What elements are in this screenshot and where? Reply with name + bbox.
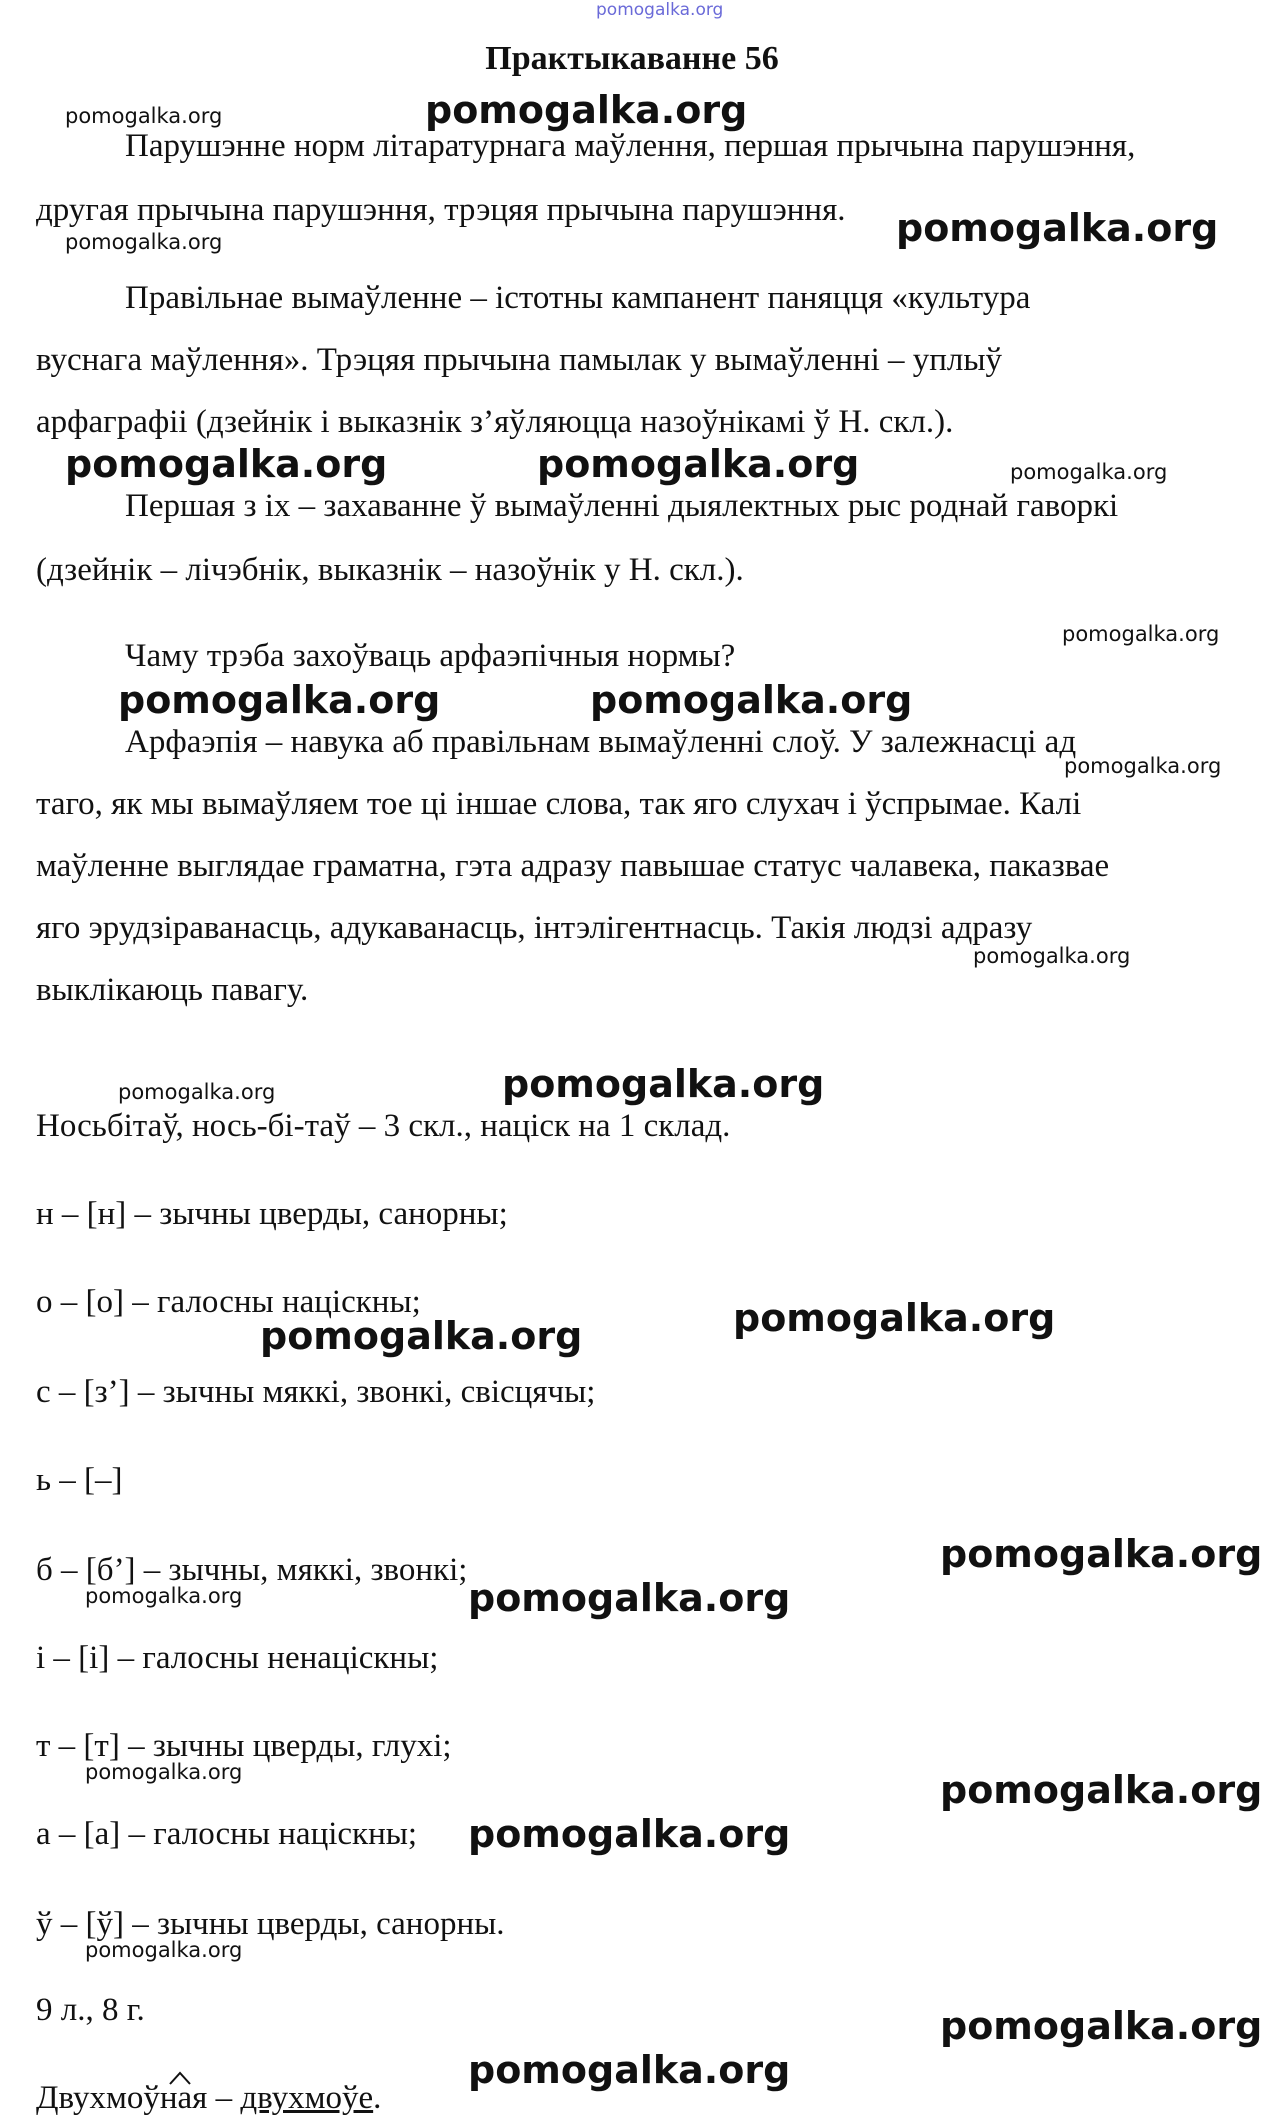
watermark: pomogalka.org	[733, 1296, 1056, 1340]
letter-line: а – [а] – галосны націскны;	[36, 1816, 418, 1852]
watermark: pomogalka.org	[468, 1812, 791, 1856]
watermark: pomogalka.org	[973, 944, 1131, 968]
watermark: pomogalka.org	[260, 1314, 583, 1358]
letter-line: б – [б’] – зычны, мяккі, звонкі;	[36, 1552, 468, 1588]
letter-line: с – [з’] – зычны мяккі, звонкі, свісцячы;	[36, 1374, 596, 1410]
question-line: Чаму трэба захоўваць арфаэпічныя нормы?	[125, 638, 736, 674]
text-line: (дзейнік – лічэбнік, выказнік – назоўнік у Н. скл.).	[36, 552, 744, 588]
watermark: pomogalka.org	[85, 1760, 243, 1784]
watermark: pomogalka.org	[85, 1938, 243, 1962]
watermark: pomogalka.org	[1064, 754, 1222, 778]
letter-line: о – [о] – галосны націскны;	[36, 1284, 421, 1320]
letter-line: т – [т] – зычны цверды, глухі;	[36, 1728, 452, 1764]
page-title: Практыкаванне 56	[485, 40, 779, 77]
text-line: вуснага маўлення». Трэцяя прычына памылак у вымаўленні – уплыў	[36, 342, 1003, 378]
text-line: Першая з іх – захаванне ў вымаўленні дыялектных рыс роднай гаворкі	[125, 488, 1119, 524]
watermark: pomogalka.org	[1010, 460, 1168, 484]
letter-line: ў – [ў] – зычны цверды, санорны.	[36, 1906, 505, 1942]
text-line: арфаграфіі (дзейнік і выказнік з’яўляюцца назоўнікамі ў Н. скл.).	[36, 404, 954, 440]
watermark: pomogalka.org	[468, 2048, 791, 2092]
watermark: pomogalka.org	[65, 442, 388, 486]
source-watermark: pomogalka.org	[596, 0, 724, 20]
text-line: Арфаэпія – навука аб правільнам вымаўленні слоў. У залежнасці ад	[125, 724, 1077, 760]
letter-line: н – [н] – зычны цверды, санорны;	[36, 1196, 508, 1232]
letter-count-line: 9 л., 8 г.	[36, 1992, 145, 2028]
watermark: pomogalka.org	[65, 230, 223, 254]
compound-word-line	[36, 2078, 381, 2118]
text-line: Парушэнне норм літаратурнага маўлення, першая прычына парушэння,	[125, 128, 1136, 164]
text-line: маўленне выглядае граматна, гэта адразу павышае статус чалавека, паказвае	[36, 848, 1110, 884]
text-line: выклікаюць павагу.	[36, 972, 309, 1008]
stem-arc-mark	[168, 2070, 192, 2086]
underlined-stem: двухмоў	[240, 2080, 359, 2116]
text-line: другая прычына парушэння, трэцяя прычына парушэння.	[36, 192, 846, 228]
letter-line: ь – [–]	[36, 1462, 123, 1498]
watermark: pomogalka.org	[940, 2004, 1263, 2048]
watermark: pomogalka.org	[425, 88, 748, 132]
watermark: pomogalka.org	[85, 1584, 243, 1608]
watermark: pomogalka.org	[537, 442, 860, 486]
watermark: pomogalka.org	[590, 678, 913, 722]
letter-line: і – [і] – галосны ненаціскны;	[36, 1640, 439, 1676]
watermark: pomogalka.org	[896, 206, 1219, 250]
analysis-word-line: Носьбітаў, нось-бі-таў – 3 скл., націск на 1 склад.	[36, 1108, 731, 1144]
text-line: таго, як мы вымаўляем тое ці іншае слова, так яго слухач і ўспрымае. Калі	[36, 786, 1082, 822]
watermark: pomogalka.org	[65, 104, 223, 128]
underlined-ending: е	[358, 2080, 374, 2116]
text-line: яго эрудзіраванасць, адукаванасць, інтэлігентнасць. Такія людзі адразу	[36, 910, 1033, 946]
watermark: pomogalka.org	[118, 1080, 276, 1104]
watermark: pomogalka.org	[940, 1532, 1263, 1576]
watermark: pomogalka.org	[1062, 622, 1220, 646]
watermark: pomogalka.org	[468, 1576, 791, 1620]
compound-word-text: Двухмоўная –	[36, 2080, 241, 2116]
watermark: pomogalka.org	[940, 1768, 1263, 1812]
watermark: pomogalka.org	[502, 1062, 825, 1106]
watermark: pomogalka.org	[118, 678, 441, 722]
text-line: Правільнае вымаўленне – істотны кампанент паняцця «культура	[125, 280, 1031, 316]
period: .	[373, 2080, 382, 2116]
